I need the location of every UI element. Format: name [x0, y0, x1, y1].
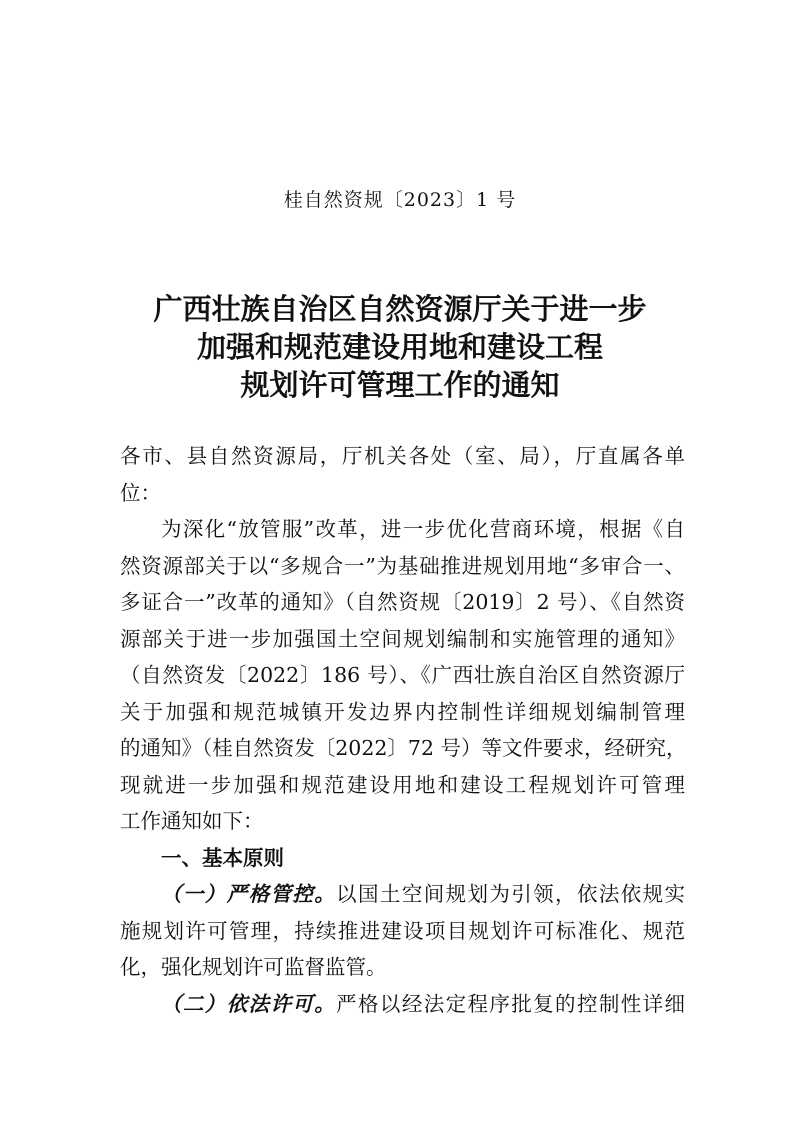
intro-line-6: 关于加强和规范城镇开发边界内控制性详细规划编制管理 [120, 699, 685, 724]
intro-line-2: 然资源部关于以“多规合一”为基础推进规划用地“多审合一、 [120, 553, 685, 578]
item1-line-3: 化，强化规划许可监督监管。 [120, 955, 387, 979]
item1-first-line-rest: 以国土空间规划为引领，依法依规实 [336, 882, 686, 906]
item2-first-line-rest: 严格以经法定程序批复的控制性详细 [336, 991, 686, 1016]
document-body [120, 438, 685, 1022]
item1-line-2: 施规划许可管理，持续推进建设项目规划许可标准化、规范 [120, 918, 685, 943]
intro-line-1: 为深化“放管服”改革，进一步优化营商环境，根据《自 [161, 517, 685, 541]
item2-label: （二）依法许可。 [161, 991, 337, 1016]
intro-line-5: （自然资发〔2022〕186 号）、《广西壮族自治区自然资源厅 [120, 663, 685, 687]
title-line-2: 加强和规范建设用地和建设工程 [196, 330, 603, 364]
addressee-line-2: 位： [120, 480, 161, 505]
item1-label: （一）严格管控。 [161, 882, 337, 906]
intro-line-9: 工作通知如下： [120, 809, 264, 833]
intro-line-4: 源部关于进一步加强国土空间规划编制和实施管理的通知》 [120, 626, 685, 651]
intro-line-3: 多证合一”改革的通知》（自然资规〔2019〕2 号）、《自然资 [120, 590, 685, 614]
title-line-3: 规划许可管理工作的通知 [240, 368, 560, 402]
title-line-1: 广西壮族自治区自然资源厅关于进一步 [153, 292, 647, 326]
document-title [0, 290, 800, 404]
intro-line-7: 的通知》（桂自然资发〔2022〕72 号）等文件要求，经研究， [120, 736, 687, 760]
intro-line-8: 现就进一步加强和规范建设用地和建设工程规划许可管理 [120, 772, 685, 797]
item1-line-1 [120, 876, 685, 913]
item2-line-1 [120, 986, 685, 1023]
addressee-line-1: 各市、县自然资源局，厅机关各处（室、局），厅直属各单 [120, 444, 685, 468]
document-number: 桂自然资规〔2023〕1 号 [283, 189, 517, 211]
section-heading: 一、基本原则 [161, 845, 284, 870]
